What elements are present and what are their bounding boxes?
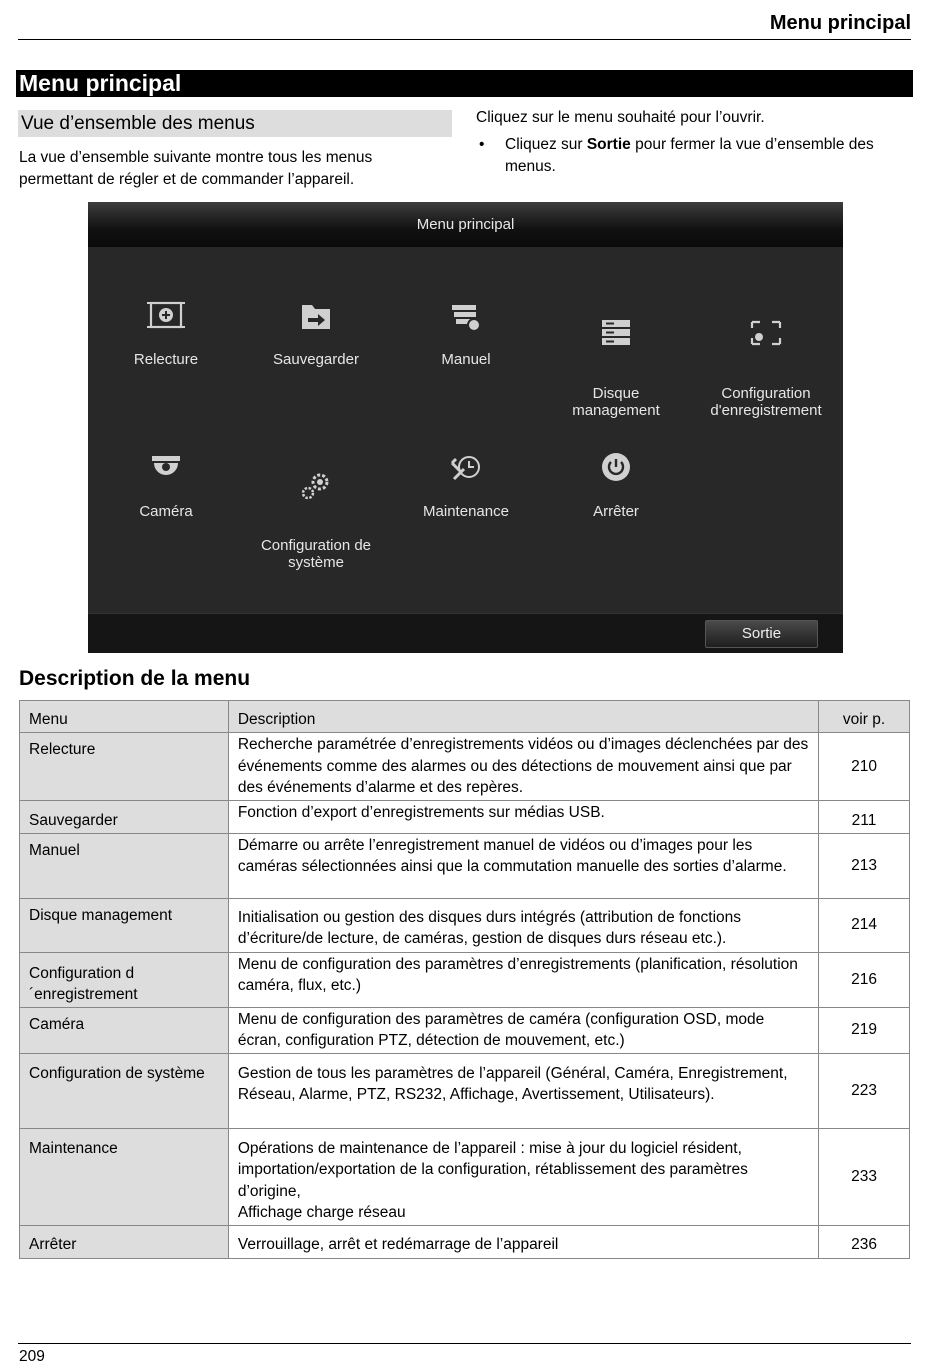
row-page: 210	[819, 733, 910, 801]
power-icon	[594, 449, 638, 493]
row-description: Démarre ou arrête l’enregistrement manuel de vidéos ou d’images pour les caméras sélectionnées ainsi que la commutation manuelle des sorties d’alarme.	[228, 833, 818, 898]
bullet-text: Cliquez sur Sortie pour fermer la vue d’ensemble des menus.	[505, 136, 874, 175]
dvr-footer	[88, 613, 843, 653]
dvr-tile-label: Disque management	[572, 385, 660, 419]
dvr-tile-label: Sauvegarder	[273, 351, 359, 368]
row-description: Menu de configuration des paramètres de caméra (configuration OSD, mode écran, configuration PTZ, détection de mouvement, etc.)	[228, 1007, 818, 1053]
header-menu: Menu	[20, 701, 229, 733]
dvr-tile-label: Configuration d'enregistrement	[710, 385, 822, 419]
row-description: Verrouillage, arrêt et redémarrage de l’appareil	[228, 1225, 818, 1258]
dvr-tile-configuration-enregistrement[interactable]	[691, 297, 841, 419]
dvr-tile-label: Caméra	[139, 503, 193, 520]
dvr-tile-configuration-systeme[interactable]	[241, 449, 391, 571]
dvr-tile-relecture[interactable]	[91, 297, 241, 368]
dvr-tile-disque-management[interactable]	[541, 297, 691, 419]
row-page: 213	[819, 833, 910, 898]
dvr-tile-maintenance[interactable]	[391, 449, 541, 520]
overview-title: Vue d’ensemble des menus	[18, 110, 452, 137]
row-menu: Relecture	[20, 733, 229, 801]
table-row	[20, 833, 910, 898]
row-description: Gestion de tous les paramètres de l’appareil (Général, Caméra, Enregistrement, Réseau, Alarme, PTZ, RS232, Affichage, Avertissement, Utilisateurs).	[228, 1053, 818, 1128]
camera-icon	[144, 449, 188, 493]
disk-icon	[594, 314, 638, 358]
overview-instructions	[476, 107, 916, 178]
row-menu: Maintenance	[20, 1128, 229, 1225]
dvr-tile-camera[interactable]	[91, 449, 241, 520]
table-row	[20, 1128, 910, 1225]
gears-icon	[294, 466, 338, 510]
row-page: 236	[819, 1225, 910, 1258]
row-menu: Configuration de système	[20, 1053, 229, 1128]
tools-icon	[444, 449, 488, 493]
dvr-tile-manuel[interactable]	[391, 297, 541, 368]
dvr-tile-label: Configuration de système	[260, 537, 372, 571]
playback-icon	[144, 297, 188, 341]
row-menu: Sauvegarder	[20, 800, 229, 833]
dvr-tile-label: Manuel	[441, 351, 491, 368]
dvr-tile-label: Maintenance	[423, 503, 509, 520]
row-description: Initialisation ou gestion des disques durs intégrés (attribution de fonctions d’écriture/de lecture, de caméras, gestion de disques durs réseau etc.).	[228, 898, 818, 952]
record-config-icon	[744, 314, 788, 358]
table-row	[20, 800, 910, 833]
dvr-titlebar: Menu principal	[88, 202, 843, 247]
row-description: Fonction d’export d’enregistrements sur médias USB.	[228, 800, 818, 833]
row-menu: Manuel	[20, 833, 229, 898]
table-row	[20, 1053, 910, 1128]
menu-description-table	[19, 700, 910, 1259]
dvr-tile-sauvegarder[interactable]	[241, 297, 391, 368]
row-page: 223	[819, 1053, 910, 1128]
table-row	[20, 1225, 910, 1258]
row-description: Menu de configuration des paramètres d’enregistrements (planification, résolution caméra, flux, etc.)	[228, 952, 818, 1007]
overview-intro: La vue d’ensemble suivante montre tous les menus permettant de régler et de commander l’appareil.	[19, 149, 373, 188]
table-row	[20, 1007, 910, 1053]
row-page: 214	[819, 898, 910, 952]
row-page: 219	[819, 1007, 910, 1053]
row-menu: Caméra	[20, 1007, 229, 1053]
dvr-main-menu-screenshot	[88, 202, 843, 653]
instruction-text: Cliquez sur le menu souhaité pour l’ouvrir.	[476, 109, 765, 126]
dvr-tile-label: Arrêter	[593, 503, 639, 520]
dvr-tile-label: Relecture	[133, 351, 199, 368]
bullet-icon: •	[479, 136, 485, 153]
row-description: Opérations de maintenance de l’appareil : mise à jour du logiciel résident, importation/exportation de la configuration, rétablissement des paramètres d’origine, Affichage charge réseau	[228, 1128, 818, 1225]
row-page: 216	[819, 952, 910, 1007]
page-number: 209	[19, 1348, 45, 1365]
exit-button[interactable]: Sortie	[705, 620, 818, 648]
row-page: 233	[819, 1128, 910, 1225]
table-row	[20, 952, 910, 1007]
row-menu: Disque management	[20, 898, 229, 952]
row-menu: Arrêter	[20, 1225, 229, 1258]
footer-divider	[18, 1343, 911, 1344]
backup-icon	[294, 297, 338, 341]
description-title: Description de la menu	[19, 667, 251, 690]
main-title: Menu principal	[16, 70, 913, 97]
table-row	[20, 898, 910, 952]
table-row	[20, 733, 910, 801]
row-description: Recherche paramétrée d’enregistrements vidéos ou d’images déclenchées par des événements comme des alarmes ou des détections de mouvement ainsi que par des événements d’alarme et des repères.	[228, 733, 818, 801]
manual-record-icon	[444, 297, 488, 341]
row-page: 211	[819, 800, 910, 833]
header-page: voir p.	[819, 701, 910, 733]
dvr-tile-arreter[interactable]	[541, 449, 691, 520]
table-header-row	[20, 701, 910, 733]
row-menu: Configuration d´enregistrement	[20, 952, 229, 1007]
header-description: Description	[228, 701, 818, 733]
bullet-item	[476, 134, 916, 178]
running-header: Menu principal	[18, 10, 911, 40]
